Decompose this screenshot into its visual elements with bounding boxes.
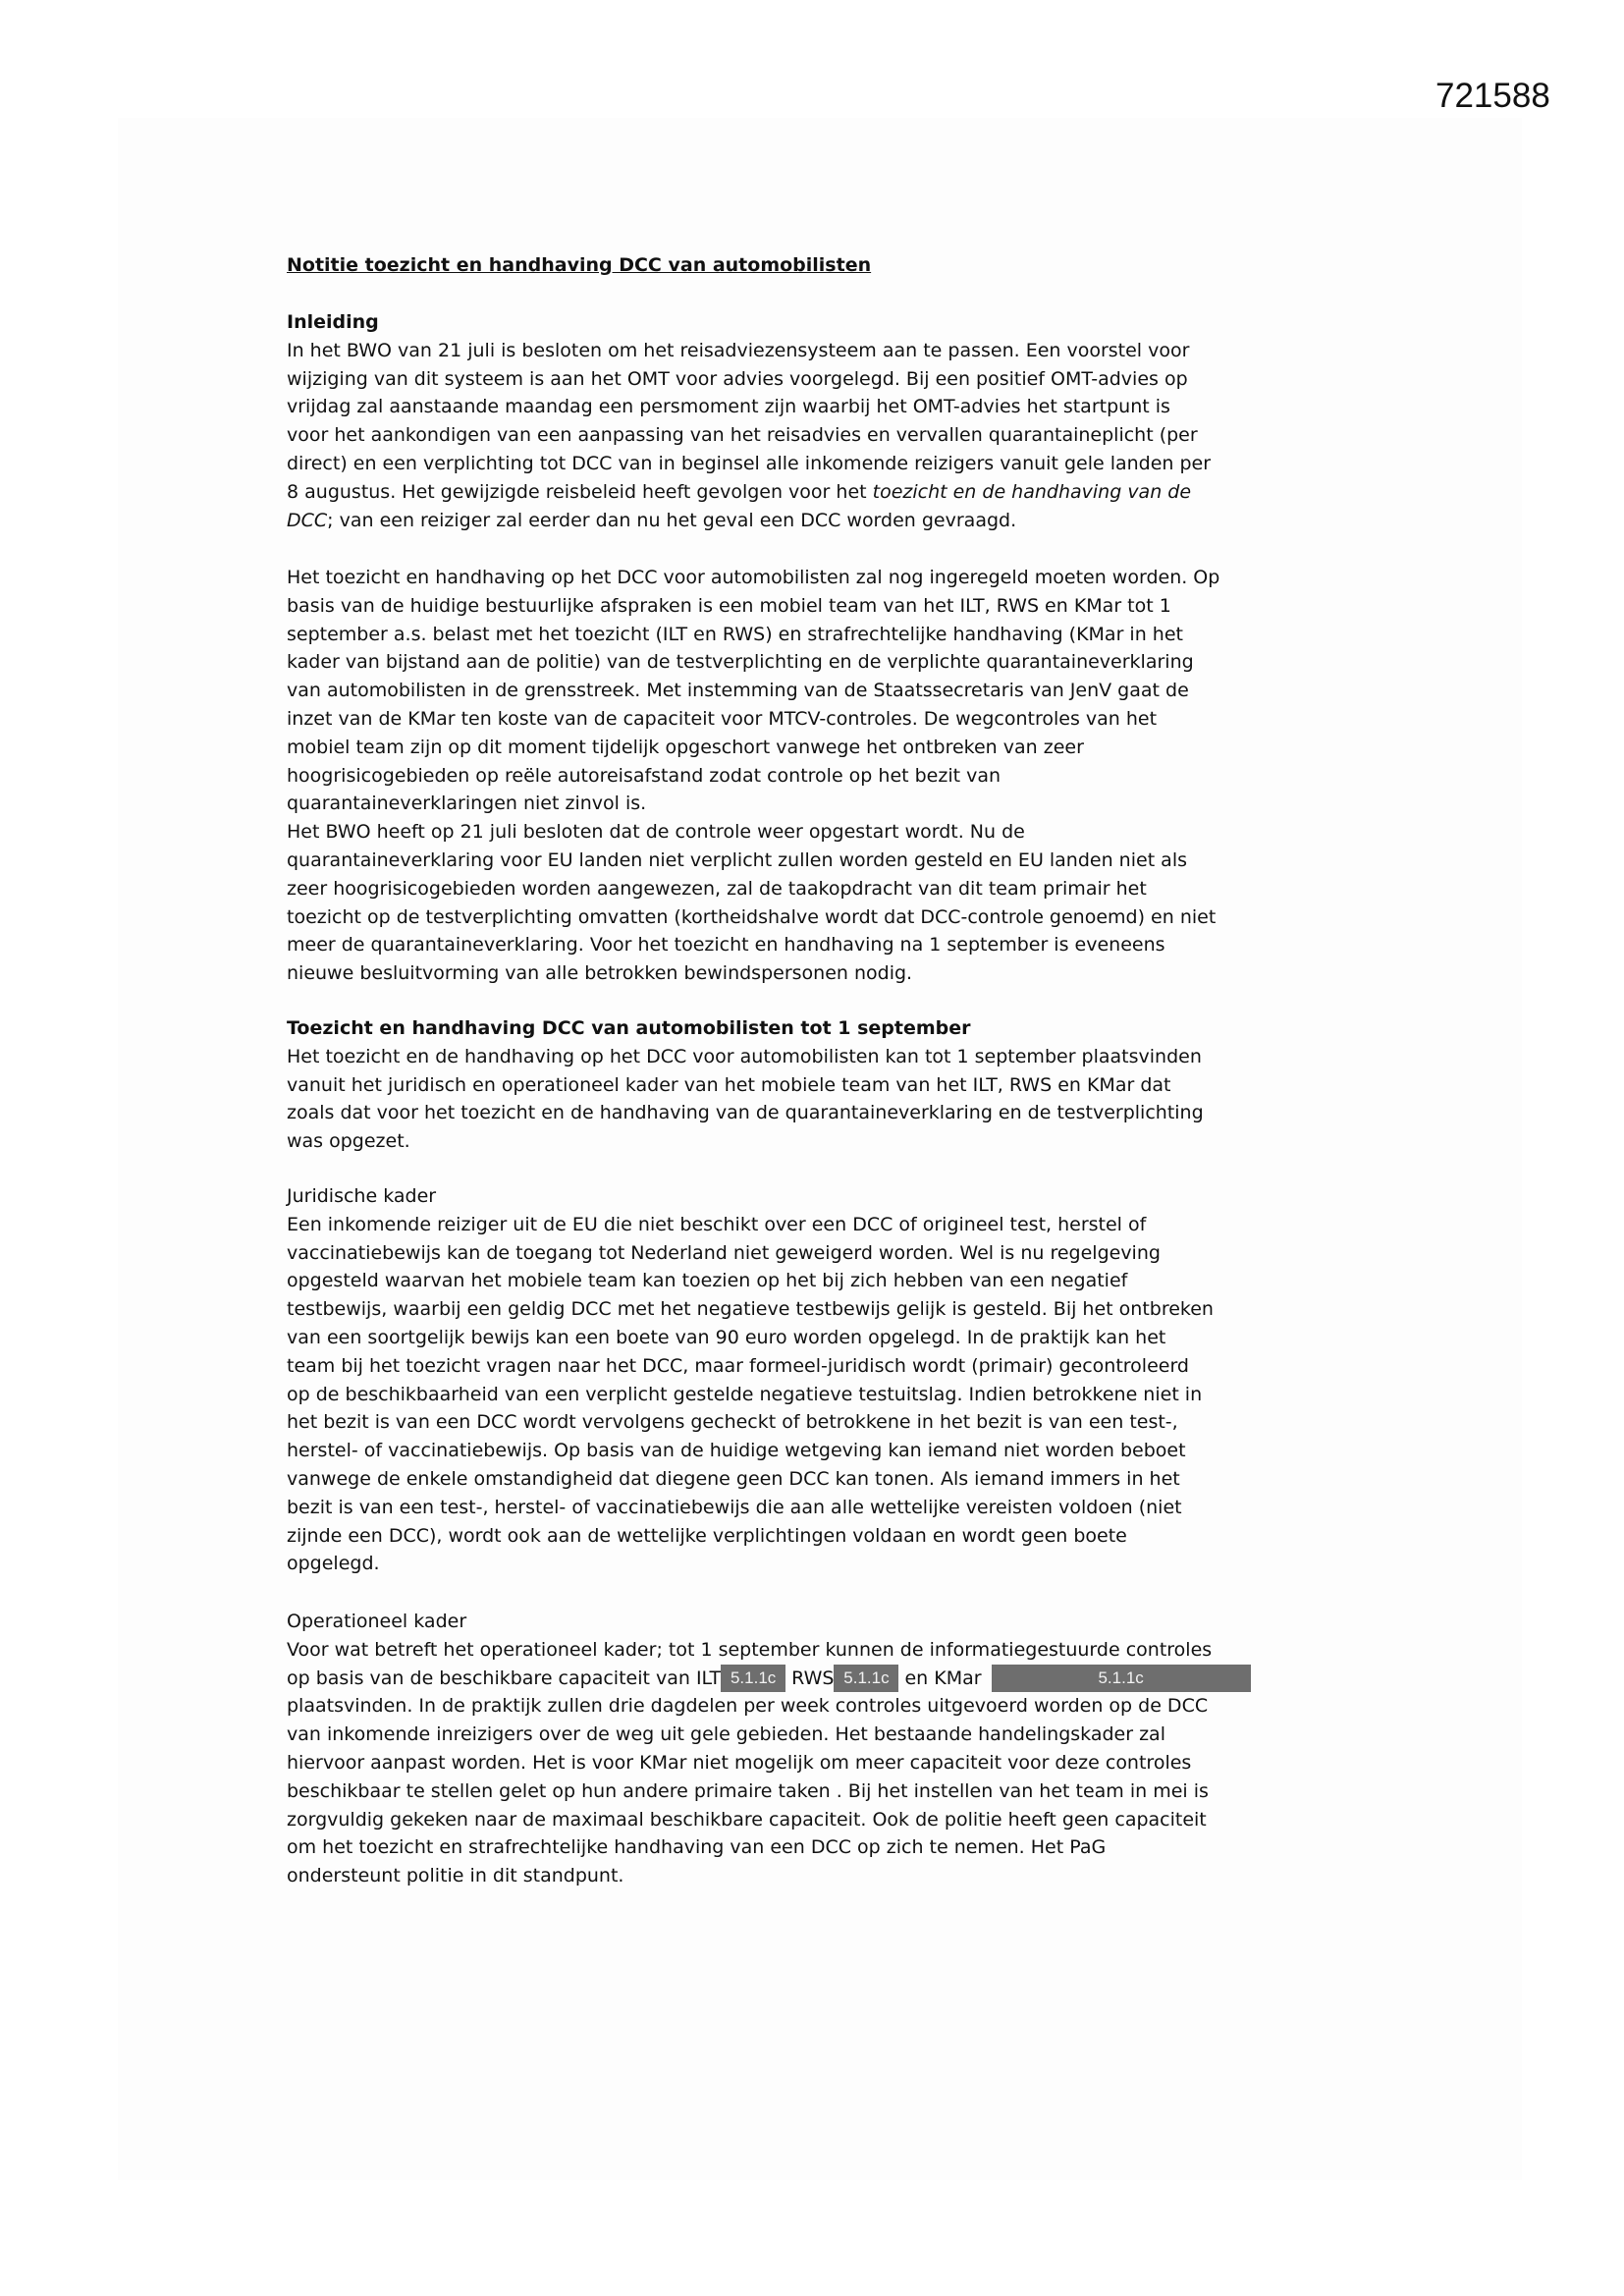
text-line: zorgvuldig gekeken naar de maximaal beschikbare capaciteit. Ook de politie heeft geen capaciteit — [287, 1808, 1207, 1831]
text-line: Het BWO heeft op 21 juli besloten dat de controle weer opgestart wordt. Nu de — [287, 821, 1025, 844]
text-line: vrijdag zal aanstaande maandag een persmoment zijn waarbij het OMT-advies het startpunt is — [287, 396, 1170, 418]
text-line: In het BWO van 21 juli is besloten om het reisadviezensysteem aan te passen. Een voorstel voor — [287, 339, 1190, 361]
text-line: het bezit is van een DCC wordt vervolgens gecheckt of betrokkene in het bezit is van een test-, — [287, 1411, 1178, 1434]
legal-section — [287, 1182, 1214, 1578]
text-line: hoogrisicogebieden op reële autoreisafstand zodat controle op het bezit van — [287, 764, 1001, 787]
text-line: vaccinatiebewijs kan de toegang tot Nederland niet geweigerd worden. Wel is nu regelgeving — [287, 1241, 1161, 1264]
text-segment: op basis van de beschikbare capaciteit van ILT — [287, 1667, 722, 1689]
text-line: quarantaineverklaringen niet zinvol is. — [287, 793, 647, 815]
text-segment: 8 augustus. Het gewijzigde reisbeleid heeft gevolgen voor het — [287, 480, 873, 503]
italic-text: DCC — [287, 509, 328, 531]
redaction-box: 5.1.1c — [992, 1665, 1251, 1692]
text-line: plaatsvinden. In de praktijk zullen drie dagdelen per week controles uitgevoerd worden op de DCC — [287, 1695, 1209, 1718]
operational-heading: Operationeel kader — [287, 1611, 467, 1632]
text-line: nieuwe besluitvorming van alle betrokken bewindspersonen nodig. — [287, 962, 913, 985]
text-line: beschikbaar te stellen gelet op hun andere primaire taken . Bij het instellen van het team in mei is — [287, 1779, 1209, 1802]
text-line: van automobilisten in de grensstreek. Met instemming van de Staatssecretaris van JenV gaat de — [287, 680, 1189, 702]
text-line: team bij het toezicht vragen naar het DCC, maar formeel-juridisch wordt (primair) gecontroleerd — [287, 1354, 1189, 1377]
dcc-section — [287, 1014, 1204, 1156]
text-line: voor het aankondigen van een aanpassing van het reisadvies en vervallen quarantaineplicht (per — [287, 424, 1198, 447]
document-title: Notitie toezicht en handhaving DCC van automobilisten — [287, 254, 872, 276]
text-line — [287, 478, 1211, 507]
text-line: basis van de huidige bestuurlijke afspraken is een mobiel team van het ILT, RWS en KMar tot 1 — [287, 594, 1171, 617]
text-line: bezit is van een test-, herstel- of vaccinatiebewijs die aan alle wettelijke vereisten voldoen (niet — [287, 1496, 1182, 1518]
text-line: quarantaineverklaring voor EU landen niet verplicht zullen worden gesteld en EU landen niet als — [287, 848, 1188, 871]
text-line: vanwege de enkele omstandigheid dat diegene geen DCC kan tonen. Als iemand immers in het — [287, 1467, 1180, 1490]
text-segment: ; van een reiziger zal eerder dan nu het geval een DCC worden gevraagd. — [327, 509, 1017, 531]
text-line: inzet van de KMar ten koste van de capaciteit voor MTCV-controles. De wegcontroles van het — [287, 707, 1158, 730]
text-line: om het toezicht en strafrechtelijke handhaving van een DCC op zich te nemen. Het PaG — [287, 1836, 1107, 1859]
document-number: 721588 — [1435, 77, 1550, 115]
text-line — [287, 507, 1211, 535]
text-line: Voor wat betreft het operationeel kader; tot 1 september kunnen de informatiegestuurde controles — [287, 1638, 1213, 1661]
text-line: van een soortgelijk bewijs kan een boete van 90 euro worden opgelegd. In de praktijk kan het — [287, 1326, 1166, 1348]
text-line: was opgezet. — [287, 1130, 410, 1153]
text-segment: RWS — [785, 1667, 835, 1689]
text-line: op de beschikbaarheid van een verplicht gestelde negatieve testuitslag. Indien betrokkene niet in — [287, 1383, 1203, 1405]
text-line: Een inkomende reiziger uit de EU die niet beschikt over een DCC of origineel test, herstel of — [287, 1213, 1147, 1235]
text-line: mobiel team zijn op dit moment tijdelijk opgeschort vanwege het ontbreken van zeer — [287, 736, 1084, 758]
italic-text: toezicht en de handhaving van de — [872, 480, 1192, 503]
text-line: meer de quarantaineverklaring. Voor het toezicht en handhaving na 1 september is eveneens — [287, 934, 1165, 957]
text-line: wijziging van dit systeem is aan het OMT voor advies voorgelegd. Bij een positief OMT-advies op — [287, 367, 1188, 390]
intro-heading: Inleiding — [287, 311, 379, 333]
redaction-box: 5.1.1c — [721, 1665, 785, 1692]
text-line: kader van bijstand aan de politie) van de testverplichting en de verplichte quarantaineverklaring — [287, 651, 1194, 674]
context-section — [287, 564, 1219, 988]
text-line: herstel- of vaccinatiebewijs. Op basis van de huidige wetgeving kan iemand niet worden beboet — [287, 1440, 1186, 1462]
legal-heading: Juridische kader — [287, 1185, 437, 1207]
document-title-block — [287, 251, 871, 280]
text-line: hiervoor aanpast worden. Het is voor KMar niet mogelijk om meer capaciteit voor deze controles — [287, 1751, 1192, 1774]
text-line: toezicht op de testverplichting omvatten (kortheidshalve wordt dat DCC-controle genoemd) en niet — [287, 905, 1217, 928]
text-line: september a.s. belast met het toezicht (ILT en RWS) en strafrechtelijke handhaving (KMar in het — [287, 623, 1183, 645]
text-line: van inkomende inreizigers over de weg uit gele gebieden. Het bestaande handelingskader zal — [287, 1723, 1165, 1746]
text-line: Het toezicht en handhaving op het DCC voor automobilisten zal nog ingeregeld moeten worden. Op — [287, 567, 1220, 588]
text-line: direct) en een verplichting tot DCC van in beginsel alle inkomende reizigers vanuit gele landen per — [287, 452, 1212, 474]
redaction-box: 5.1.1c — [834, 1665, 898, 1692]
text-line: zoals dat voor het toezicht en de handhaving van de quarantaineverklaring en de testverplichting — [287, 1102, 1204, 1124]
text-line: ondersteunt politie in dit standpunt. — [287, 1865, 624, 1887]
text-line: zeer hoogrisicogebieden worden aangewezen, zal de taakopdracht van dit team primair het — [287, 877, 1147, 900]
text-line: vanuit het juridisch en operationeel kader van het mobiele team van het ILT, RWS en KMar dat — [287, 1073, 1171, 1096]
text-line — [287, 1665, 1251, 1693]
intro-section — [287, 308, 1211, 534]
section-heading: Toezicht en handhaving DCC van automobilisten tot 1 september — [287, 1017, 971, 1039]
operational-section — [287, 1608, 1251, 1890]
text-line: opgelegd. — [287, 1553, 380, 1575]
text-line: testbewijs, waarbij een geldig DCC met het negatieve testbewijs gelijk is gesteld. Bij het ontbreken — [287, 1298, 1214, 1321]
text-segment: en KMar — [898, 1667, 988, 1689]
text-line: zijnde een DCC), wordt ook aan de wettelijke verplichtingen voldaan en wordt geen boete — [287, 1524, 1127, 1547]
text-line: opgesteld waarvan het mobiele team kan toezien op het bij zich hebben van een negatief — [287, 1270, 1128, 1292]
text-line: Het toezicht en de handhaving op het DCC voor automobilisten kan tot 1 september plaatsvinden — [287, 1045, 1202, 1067]
